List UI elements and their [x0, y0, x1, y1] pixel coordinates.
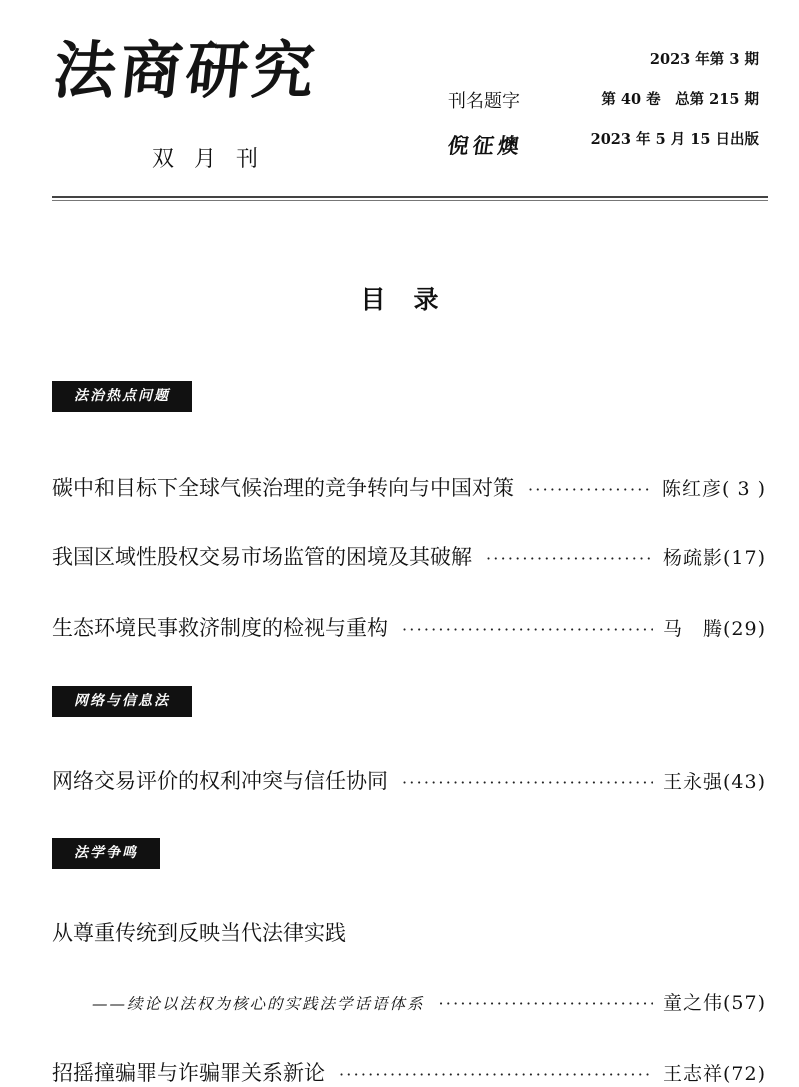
- inscription-label: 刊名题字: [448, 91, 520, 112]
- toc-entry[interactable]: [52, 612, 766, 642]
- author-page: 王永强(43): [662, 771, 766, 793]
- author-page: 童之伟(57): [662, 992, 766, 1014]
- section-label: 法治热点问题: [52, 381, 192, 412]
- article-title[interactable]: 网络交易评价的权利冲突与信任协同: [52, 769, 388, 793]
- article-title[interactable]: 从尊重传统到反映当代法律实践: [52, 921, 346, 945]
- publish-date: 2023 年 5 月 15 日出版: [590, 131, 759, 148]
- toc-entry[interactable]: [92, 988, 766, 1015]
- dot-leader: [339, 1065, 653, 1084]
- toc-heading: 目录: [360, 285, 467, 314]
- dot-leader: [528, 480, 652, 499]
- dot-leader: [486, 549, 653, 568]
- article-title[interactable]: 我国区域性股权交易市场监管的困境及其破解: [52, 545, 472, 569]
- issue-number: 2023 年第 3 期: [649, 51, 759, 68]
- dot-leader: [402, 773, 653, 792]
- volume-number: 第 40 卷 总第 215 期: [601, 91, 759, 108]
- dot-leader: [402, 620, 653, 639]
- article-title[interactable]: 碳中和目标下全球气候治理的竞争转向与中国对策: [52, 476, 514, 500]
- journal-title: 法商研究: [50, 34, 322, 107]
- header-divider-thin: [52, 200, 768, 201]
- author-page: 马 腾(29): [662, 618, 766, 640]
- dot-leader: [439, 994, 653, 1013]
- header-divider: [52, 196, 768, 198]
- calligrapher-name: 倪征燠: [446, 133, 525, 158]
- author-page: 王志祥(72): [662, 1063, 766, 1085]
- author-page: 陈红彦( 3 ): [662, 478, 766, 500]
- issue-info: [591, 50, 759, 170]
- author-page: 杨疏影(17): [662, 547, 766, 569]
- section-label: 法学争鸣: [52, 838, 160, 869]
- publication-frequency: 双月刊: [152, 147, 279, 172]
- article-title[interactable]: 招摇撞骗罪与诈骗罪关系新论: [52, 1061, 325, 1085]
- article-title[interactable]: 生态环境民事救济制度的检视与重构: [52, 616, 388, 640]
- toc-entry[interactable]: [52, 472, 766, 502]
- article-subtitle[interactable]: ——续论以法权为核心的实践法学话语体系: [92, 995, 425, 1013]
- section-label: 网络与信息法: [52, 686, 192, 717]
- toc-entry[interactable]: [52, 765, 766, 795]
- toc-entry[interactable]: [52, 541, 766, 571]
